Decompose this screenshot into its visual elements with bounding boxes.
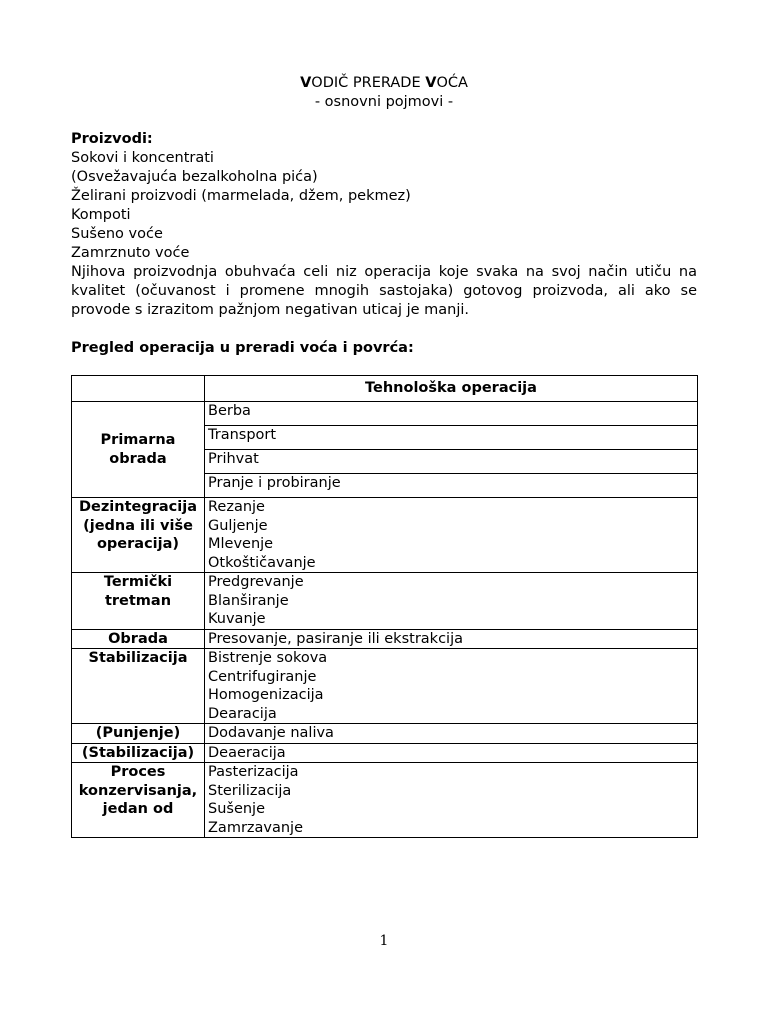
product-item: Zamrznuto voće [71,245,190,261]
table-row [72,498,698,573]
operation-item: Blanširanje [208,592,289,609]
operation-item: Presovanje, pasiranje ili ekstrakcija [208,630,463,647]
table-row [72,743,698,763]
category-cell [72,743,205,763]
category-cell [72,724,205,744]
category-line: Dezintegracija [78,499,197,515]
operation-cell [205,629,698,649]
table-row [72,763,698,838]
operation-item: Dodavanje naliva [208,725,334,741]
products-heading: Proizvodi: [71,131,153,147]
category-cell [72,498,205,573]
category-cell [72,649,205,724]
operation-cell [205,498,698,573]
category-line: Termički [103,574,173,590]
operation-cell [205,724,698,744]
category-line: (Stabilizacija) [81,744,195,761]
operation-cell: Berba [205,402,698,426]
category-line: operacija) [96,536,180,552]
operation-cell: Transport [205,426,698,450]
category-cell [72,573,205,630]
page-number: 1 [379,933,389,949]
operation-item: Zamrzavanje [208,819,304,836]
category-line: Stabilizacija [88,650,188,666]
category-line: tretman [104,592,172,609]
operation-item: Homogenizacija [208,687,324,703]
operation-cell [205,573,698,630]
operation-item: Pasterizacija [208,764,299,780]
products-paragraph: Njihova proizvodnja obuhvaća celi niz operacija koje svaka na svoj način utiču na kvalitet (očuvanost i promene mnogih sastojaka) gotovog proizvoda, ali ako se provode s izrazitom pažnjom negativan uticaj je manji. [71,264,697,318]
operation-cell [205,743,698,763]
category-cell: Primarna obrada [72,402,205,498]
operation-item: Dearacija [208,705,277,722]
table-column-header: Tehnološka operacija [205,376,698,402]
operation-item: Predgrevanje [208,574,304,590]
product-item: Sušeno voće [71,226,163,242]
operations-table [71,375,698,838]
product-item: (Osvežavajuća bezalkoholna pića) [71,169,318,185]
operation-item: Centrifugiranje [208,668,317,685]
category-line: jedan od [102,801,174,817]
document-subtitle: - osnovni pojmovi - [314,94,454,110]
products-section [71,130,697,320]
operation-item: Bistrenje sokova [208,650,328,666]
operation-cell [205,763,698,838]
table-header-empty-cell [72,376,205,402]
operation-item: Mlevenje [208,536,274,552]
category-line: (jedna ili više [83,517,193,534]
title-text: ODIČ PRERADE [311,75,426,91]
product-item: Kompoti [71,207,131,223]
operation-cell: Pranje i probiranje [205,474,698,498]
title-initial: V [425,75,437,91]
category-line: konzervisanja, [78,782,198,799]
category-cell [72,763,205,838]
category-line: Obrada [108,630,168,647]
table-row [72,724,698,744]
category-line: (Punjenje) [95,725,181,741]
operation-item: Kuvanje [208,611,266,627]
document-title [71,74,697,92]
operation-item: Otkoštičavanje [208,554,316,571]
operation-item: Guljenje [208,517,268,534]
table-row [72,629,698,649]
category-line: Proces [110,764,166,780]
title-text: OĆA [436,75,468,91]
operation-item: Rezanje [208,499,265,515]
table-row [72,573,698,630]
title-initial: V [300,75,312,91]
product-item: Sokovi i koncentrati [71,150,214,166]
category-cell [72,629,205,649]
operation-item: Sterilizacija [208,782,292,799]
operation-item: Sušenje [208,801,266,817]
table-header-row [72,376,698,402]
table-row [72,402,698,426]
operation-cell: Prihvat [205,450,698,474]
operations-heading: Pregled operacija u preradi voća i povrća: [71,340,414,356]
table-row [72,649,698,724]
operation-item: Deaeracija [208,744,286,761]
operation-cell [205,649,698,724]
product-item: Želirani proizvodi (marmelada, džem, pekmez) [71,188,411,204]
